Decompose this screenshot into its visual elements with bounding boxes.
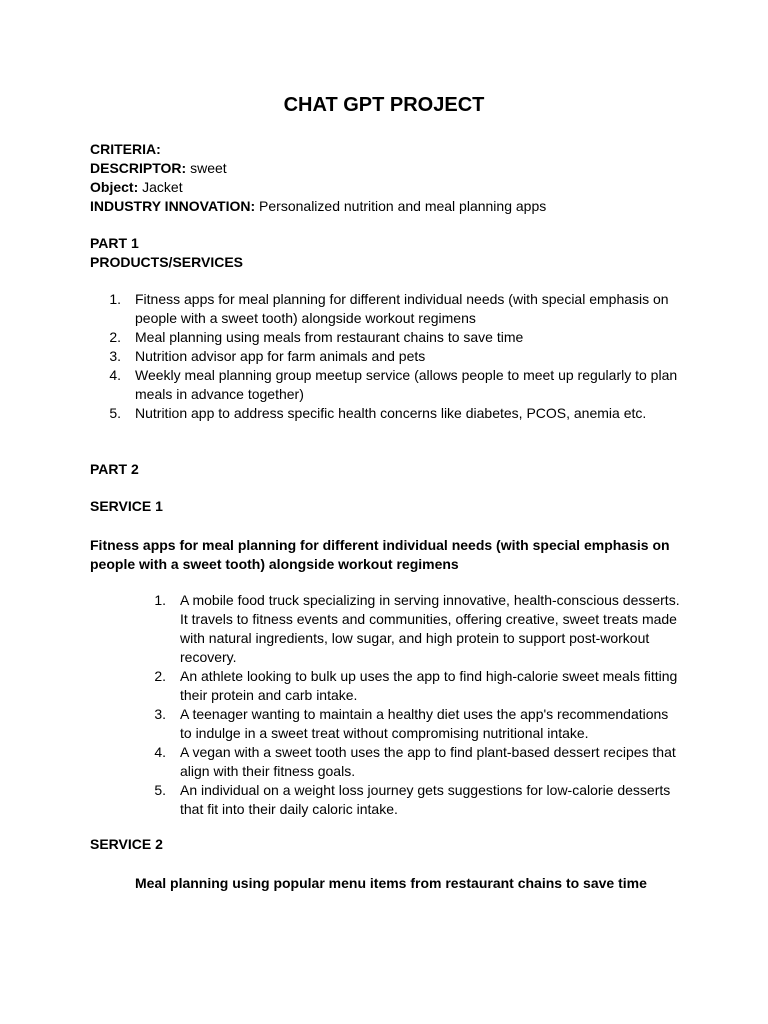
list-item [109, 328, 680, 347]
service1-heading: Fitness apps for meal planning for different individual needs (with special emphasis on people with a sweet tooth) alongside workout regimens [90, 537, 670, 572]
list-item [154, 781, 680, 819]
part1-label: PART 1 [90, 235, 139, 251]
list-item [154, 705, 680, 743]
list-item-text: A teenager wanting to maintain a healthy diet uses the app's recommendations to indulge in a sweet treat without compromising nutritional intake. [180, 706, 669, 741]
innovation-value: Personalized nutrition and meal planning apps [255, 198, 547, 214]
list-item [109, 290, 680, 328]
list-item-text: A mobile food truck specializing in serving innovative, health-conscious desserts. It travels to fitness events and communities, offering creative, sweet treats made with natural ingredients, low sugar, and high protein to support post-workout recovery. [180, 592, 680, 665]
descriptor-label: DESCRIPTOR: [90, 160, 187, 176]
part2-label: PART 2 [90, 461, 139, 477]
list-item-number: 5. [154, 782, 166, 798]
list-item-text: An individual on a weight loss journey gets suggestions for low-calorie desserts that fit into their daily caloric intake. [180, 782, 671, 817]
list-item [154, 743, 680, 781]
part2-header [90, 460, 690, 479]
list-item-number: 1. [109, 291, 121, 307]
list-item-number: 2. [154, 668, 166, 684]
innovation-label: INDUSTRY INNOVATION: [90, 198, 256, 214]
object-value: Jacket [138, 179, 183, 195]
list-item-text: Nutrition advisor app for farm animals and pets [135, 348, 426, 364]
descriptor-value: sweet [186, 160, 227, 176]
list-item-number: 2. [109, 329, 121, 345]
innovation-line [90, 197, 690, 216]
part1-header [90, 234, 690, 272]
list-item [154, 667, 680, 705]
list-item-text: Weekly meal planning group meetup service (allows people to meet up regularly to plan meals in advance together) [135, 367, 678, 402]
document-title: CHAT GPT PROJECT [283, 94, 485, 116]
service2-heading: Meal planning using popular menu items from restaurant chains to save time [135, 875, 647, 891]
list-item-number: 3. [154, 706, 166, 722]
list-item-number: 3. [109, 348, 121, 364]
service1-label: SERVICE 1 [90, 498, 163, 514]
descriptor-line [90, 159, 690, 178]
service1-heading-block [90, 536, 680, 574]
criteria-section [90, 140, 690, 216]
object-line [90, 178, 690, 197]
list-item-text: An athlete looking to bulk up uses the app to find high-calorie sweet meals fitting their protein and carb intake. [180, 668, 678, 703]
criteria-label: CRITERIA: [90, 141, 161, 157]
service2-label: SERVICE 2 [90, 836, 163, 852]
list-item [109, 366, 680, 404]
part1-subtitle: PRODUCTS/SERVICES [90, 254, 243, 270]
list-item-text: A vegan with a sweet tooth uses the app to find plant-based dessert recipes that align with their fitness goals. [180, 744, 676, 779]
service2-header [90, 835, 690, 854]
list-item-text: Nutrition app to address specific health concerns like diabetes, PCOS, anemia etc. [135, 405, 647, 421]
list-item [154, 591, 680, 667]
service1-header [90, 497, 690, 516]
list-item-text: Fitness apps for meal planning for different individual needs (with special emphasis on people with a sweet tooth) alongside workout regimens [135, 291, 669, 326]
object-label: Object: [90, 179, 139, 195]
list-item-number: 4. [154, 744, 166, 760]
list-item-text: Meal planning using meals from restaurant chains to save time [135, 329, 524, 345]
list-item [109, 347, 680, 366]
list-item [109, 404, 680, 423]
list-item-number: 4. [109, 367, 121, 383]
service1-list [154, 591, 680, 819]
part1-list [109, 290, 680, 423]
list-item-number: 5. [109, 405, 121, 421]
list-item-number: 1. [154, 592, 166, 608]
